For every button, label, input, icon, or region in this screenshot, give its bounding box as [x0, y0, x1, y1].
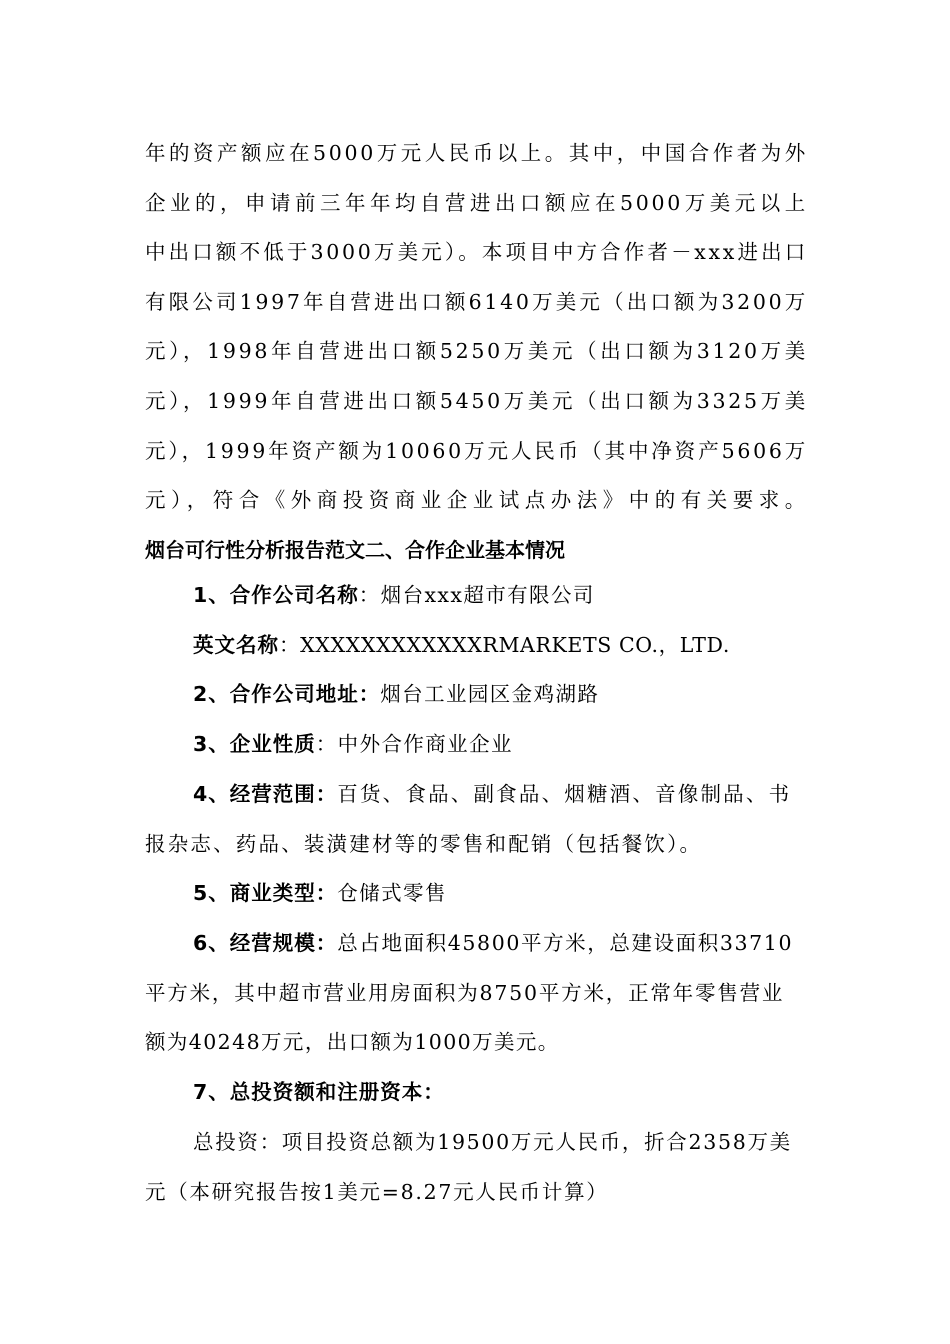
- intro-line: 中出口额不低于3000万美元）。本项目中方合作者－xxx进出口: [145, 240, 808, 265]
- company-address-label: 2、合作公司地址：: [193, 682, 381, 706]
- business-scope-line: 报杂志、药品、装潢建材等的零售和配销（包括餐饮）。: [145, 831, 703, 856]
- enterprise-nature-value: ：中外合作商业企业: [315, 732, 513, 756]
- business-type-value: 仓储式零售: [337, 881, 447, 905]
- investment-heading-item: [145, 1068, 856, 1118]
- intro-line: 元），1998年自营进出口额5250万美元（出口额为3120万美: [145, 339, 808, 364]
- section-heading: 烟台可行性分析报告范文二、合作企业基本情况: [145, 538, 565, 562]
- business-scope-label: 4、经营范围：: [193, 782, 338, 806]
- business-scale-line: 额为40248万元，出口额为1000万美元。: [145, 1030, 560, 1055]
- business-type-label: 5、商业类型：: [193, 881, 338, 905]
- english-name-label: 英文名称: [193, 633, 279, 657]
- english-name-item: [145, 621, 856, 671]
- intro-line: 元），符合《外商投资商业企业试点办法》中的有关要求。: [145, 488, 808, 513]
- company-name-item: [145, 571, 856, 621]
- total-investment-item: [145, 1118, 808, 1217]
- business-scope-item: [145, 770, 808, 869]
- intro-line: 企业的，申请前三年年均自营进出口额应在5000万美元以上: [145, 190, 808, 215]
- investment-label: 7、总投资额和注册资本：: [193, 1080, 445, 1104]
- business-scale-line: 总占地面积45800平方米，总建设面积33710: [337, 931, 794, 955]
- business-scale-line: 平方米，其中超市营业用房面积为8750平方米，正常年零售营业: [145, 980, 785, 1005]
- intro-line: 年的资产额应在5000万元人民币以上。其中，中国合作者为外: [145, 141, 808, 165]
- total-investment-line: 元（本研究报告按1美元=8.27元人民币计算）: [145, 1179, 609, 1204]
- business-scale-label: 6、经营规模：: [193, 931, 338, 955]
- company-name-value: ：烟台xxx超市有限公司: [358, 583, 595, 607]
- company-address-value: 烟台工业园区金鸡湖路: [380, 682, 600, 706]
- intro-paragraph: [145, 129, 808, 526]
- intro-line: 元），1999年资产额为10060万元人民币（其中净资产5606万: [145, 438, 808, 463]
- business-type-item: [145, 869, 856, 919]
- intro-line: 元），1999年自营进出口额5450万美元（出口额为3325万美: [145, 388, 808, 413]
- company-address-item: [145, 670, 856, 720]
- enterprise-nature-label: 3、企业性质: [193, 732, 316, 756]
- intro-line: 有限公司1997年自营进出口额6140万美元（出口额为3200万: [145, 289, 808, 314]
- business-scale-item: [145, 919, 808, 1068]
- enterprise-nature-item: [145, 720, 856, 770]
- total-investment-line: 总投资：项目投资总额为19500万元人民币，折合2358万美: [193, 1130, 792, 1154]
- english-name-value: ：XXXXXXXXXXXXRMARKETS CO.，LTD.: [279, 633, 730, 657]
- company-name-label: 1、合作公司名称: [193, 583, 359, 607]
- business-scope-line: 百货、食品、副食品、烟糖酒、音像制品、书: [337, 782, 792, 806]
